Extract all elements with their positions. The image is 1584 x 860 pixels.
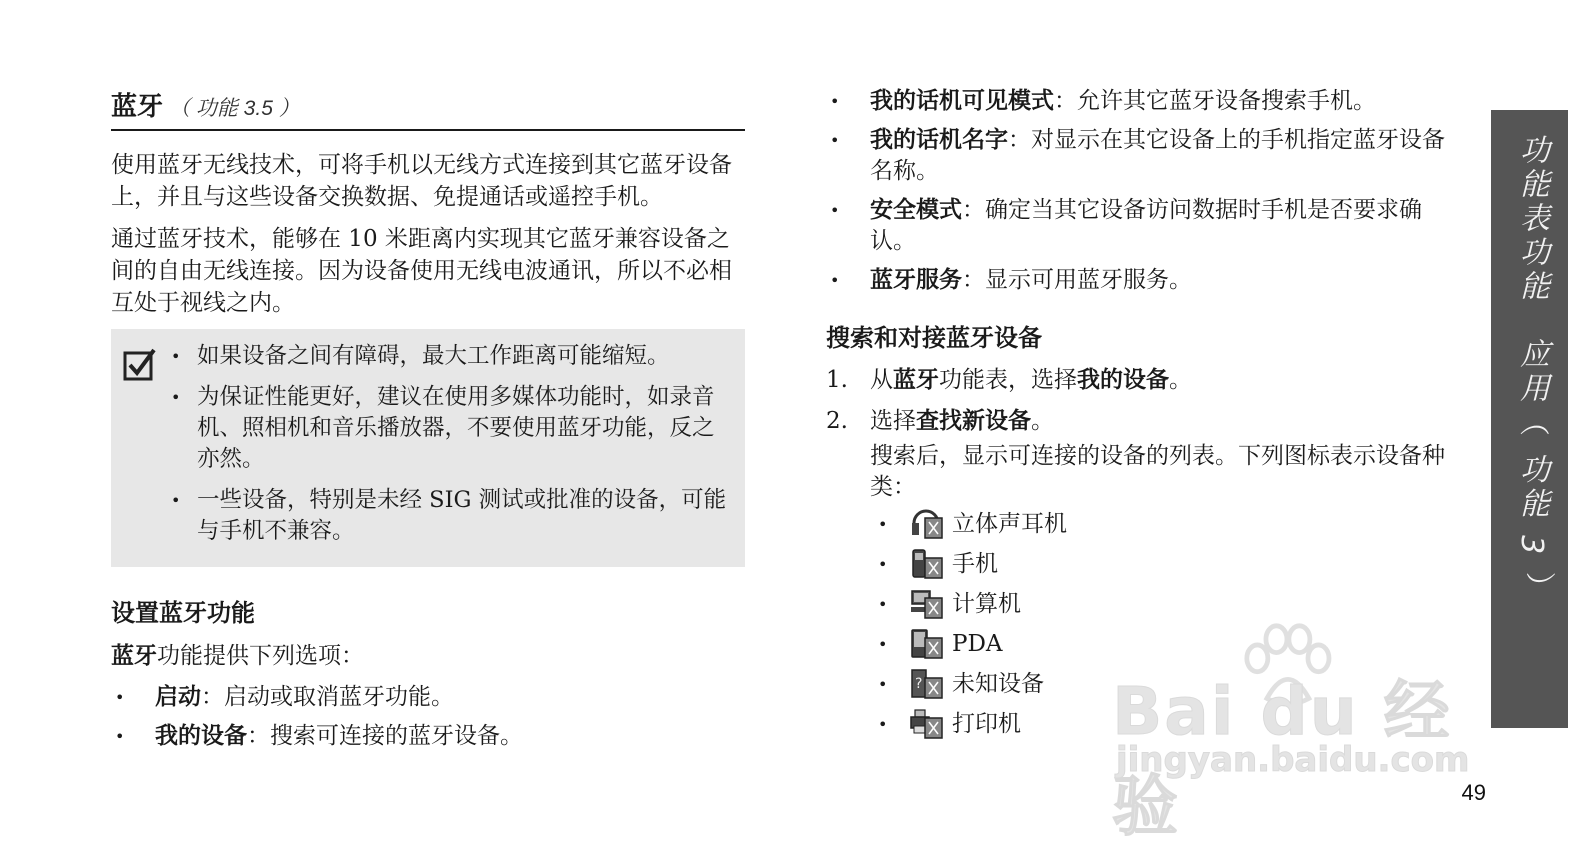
option-label: 蓝牙服务	[870, 267, 962, 293]
settings-options-list-continued	[826, 86, 1450, 296]
device-type-item	[870, 509, 1450, 539]
chapter-side-tab	[1491, 110, 1568, 728]
option-desc: ：显示可用蓝牙服务。	[962, 267, 1192, 293]
device-label: 未知设备	[952, 671, 1044, 697]
settings-option	[111, 721, 745, 752]
device-type-item	[870, 589, 1450, 619]
step-detail: 搜索后，显示可连接的设备的列表。下列图标表示设备种类：	[870, 443, 1445, 500]
svg-text:?: • ?	[915, 676, 923, 692]
left-column	[111, 80, 745, 760]
step-text: 。	[1169, 367, 1192, 393]
settings-heading: 设置蓝牙功能	[111, 599, 255, 627]
printer-icon	[910, 709, 944, 739]
unknown-device-icon	[910, 669, 944, 699]
option-desc: ：启动或取消蓝牙功能。	[201, 684, 454, 710]
settings-intro	[111, 640, 745, 672]
computer-icon	[910, 589, 944, 619]
option-label: 我的设备	[155, 723, 247, 749]
settings-option	[826, 265, 1450, 296]
checkbox-note-icon	[123, 347, 157, 381]
device-type-item	[870, 549, 1450, 579]
device-label: • 立体声耳机	[952, 511, 1067, 537]
option-desc: ：确定当其它设备访问数据时手机是否要求确认。	[870, 197, 1422, 254]
device-label: • 打印机	[952, 711, 1021, 737]
settings-option	[826, 125, 1450, 187]
step-1	[826, 365, 1450, 396]
option-label: 安全模式	[870, 197, 962, 223]
note-item: • 如果设备之间有障碍，最大工作距离可能缩短。	[171, 341, 729, 372]
step-bold-text: 查找新设备	[916, 408, 1031, 434]
device-label: • 手机	[952, 551, 998, 577]
page-number: 49	[1461, 780, 1486, 805]
step-bold-text: 我的设备	[1077, 367, 1169, 393]
settings-option	[111, 682, 745, 713]
option-label: 我的话机名字	[870, 127, 1008, 153]
note-list	[171, 341, 729, 557]
settings-intro-bold: 蓝牙	[111, 643, 157, 669]
settings-options-list	[111, 682, 745, 752]
option-desc: ：搜索可连接的蓝牙设备。	[247, 723, 523, 749]
side-tab-text: 功能表功能 应用（ 功能 3 ）	[1514, 134, 1549, 606]
step-text: 功能表，选择	[939, 367, 1077, 393]
step-text: 选择	[870, 408, 916, 434]
phone-icon	[910, 549, 944, 579]
section-title-text: 蓝牙	[111, 92, 164, 122]
step-number: 2.	[826, 408, 848, 434]
watermark-url: jingyan.baidu.com	[1116, 740, 1470, 780]
step-bold-text: 蓝牙	[893, 367, 939, 393]
device-label: • PDA	[952, 631, 1003, 657]
watermark-text: Bai du 经验	[1112, 673, 1452, 845]
settings-option	[826, 195, 1450, 257]
option-desc: ：对显示在其它设备上的手机指定蓝牙设备名称。	[870, 127, 1445, 184]
option-label: 我的话机可见模式	[870, 88, 1054, 114]
section-title	[111, 80, 745, 131]
note-item: • 一些设备，特别是未经 SIG 测试或批准的设备，可能与手机不兼容。	[171, 485, 729, 547]
step-text: 。	[1031, 408, 1054, 434]
stereo-headset-icon	[910, 509, 944, 539]
note-item: • 为保证性能更好，建议在使用多媒体功能时，如录音机、照相机和音乐播放器，不要使用蓝牙功能，反之亦然。	[171, 382, 729, 475]
settings-option	[826, 86, 1450, 117]
search-heading: 搜索和对接蓝牙设备	[826, 324, 1042, 352]
step-text: 从	[870, 367, 893, 393]
option-desc: ：允许其它蓝牙设备搜索手机。	[1054, 88, 1376, 114]
step-number: 1.	[826, 367, 848, 393]
device-label: • 计算机	[952, 591, 1021, 617]
settings-intro-rest: 功能提供下列选项：	[157, 643, 364, 669]
option-label: 启动	[155, 684, 201, 710]
section-subtitle: （ 功能 3.5 ）	[169, 97, 300, 120]
intro-paragraph-2: 通过蓝牙技术，能够在 10 米距离内实现其它蓝牙兼容设备之间的自由无线连接。因为设备使用无线电波通讯，所以不必相互处于视线之内。	[111, 226, 732, 316]
note-box	[111, 329, 745, 567]
intro-paragraph-1: 使用蓝牙无线技术，可将手机以无线方式连接到其它蓝牙设备上，并且与这些设备交换数据、免提通话或遥控手机。	[111, 152, 732, 210]
pda-icon	[910, 629, 944, 659]
baidu-watermark	[1112, 622, 1472, 845]
